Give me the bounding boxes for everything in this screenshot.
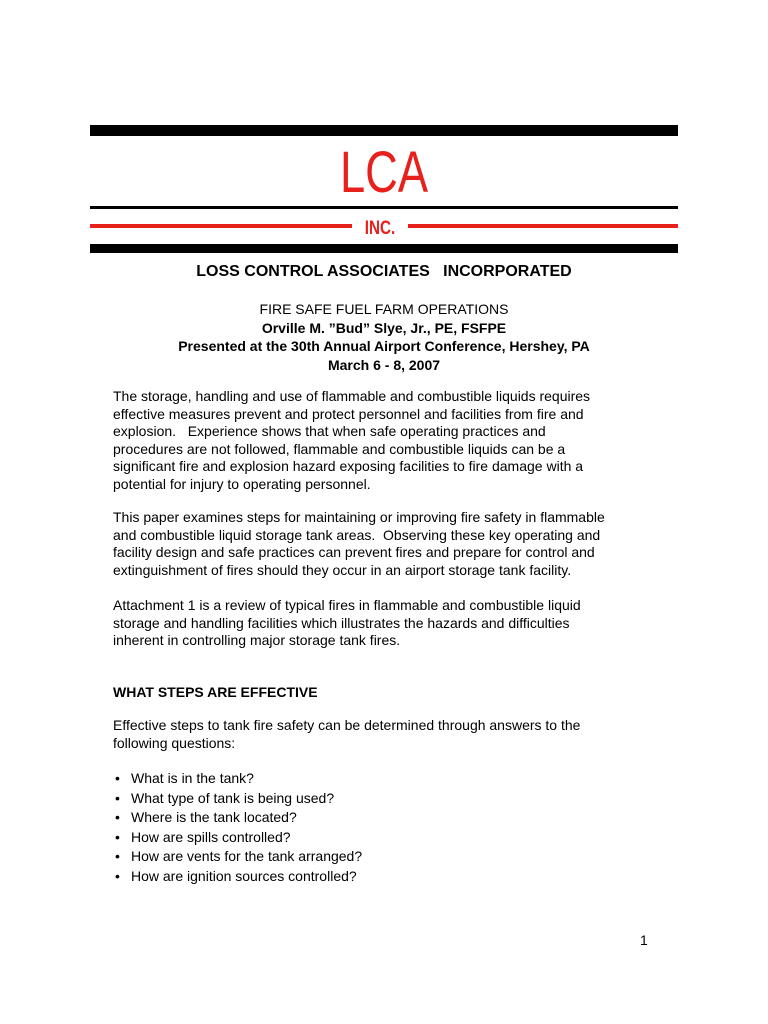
- text-line: effective measures prevent and protect personnel and facilities from fire and: [113, 405, 584, 422]
- bullet-icon: •: [115, 809, 120, 826]
- list-item: [113, 808, 362, 828]
- logo-top-rule: [90, 125, 678, 136]
- list-item-text: How are spills controlled?: [131, 828, 291, 845]
- bullet-icon: •: [115, 789, 120, 806]
- text-line: following questions:: [113, 734, 236, 751]
- bullet-icon: •: [115, 848, 120, 865]
- text-line: and combustible liquid storage tank areas. Observing these key operating and: [113, 526, 601, 543]
- text-line: extinguishment of fires should they occur in an airport storage tank facility.: [113, 561, 572, 578]
- list-item-text: What is in the tank?: [131, 770, 254, 786]
- logo-red-rule-left: [90, 224, 352, 228]
- paper-title: FIRE SAFE FUEL FARM OPERATIONS: [259, 301, 509, 317]
- logo-lca-text: LCA: [339, 140, 428, 205]
- text-line: significant fire and explosion hazard exposing facilities to fire damage with a: [113, 458, 584, 475]
- section-heading: WHAT STEPS ARE EFFECTIVE: [113, 684, 318, 700]
- bullet-icon: •: [115, 828, 120, 845]
- text-line: potential for injury to operating personnel.: [113, 475, 371, 492]
- paper-presented: Presented at the 30th Annual Airport Conference, Hershey, PA: [178, 338, 590, 354]
- text-line: The storage, handling and use of flammable and combustible liquids requires: [113, 388, 591, 404]
- text-line: facility design and safe practices can prevent fires and prepare for control and: [113, 544, 595, 561]
- logo-red-rule-right: [408, 224, 678, 228]
- paragraph-scope: [113, 509, 673, 579]
- paper-header: [0, 300, 768, 374]
- question-list: [113, 769, 362, 887]
- paper-date: March 6 - 8, 2007: [327, 356, 441, 373]
- paper-author: Orville M. ”Bud” Slye, Jr., PE, FSFPE: [261, 319, 507, 336]
- paragraph-intro: [113, 388, 673, 494]
- list-item-text: Where is the tank located?: [131, 809, 297, 826]
- section-intro: [113, 717, 673, 752]
- paragraph-attachment: [113, 597, 673, 650]
- text-line: This paper examines steps for maintaining or improving fire safety in flammable: [113, 509, 605, 525]
- text-line: explosion. Experience shows that when safe operating practices and: [113, 423, 546, 440]
- bullet-icon: •: [115, 770, 120, 786]
- page-number: 1: [640, 932, 648, 948]
- list-item: [113, 847, 362, 867]
- list-item-text: How are ignition sources controlled?: [131, 867, 357, 884]
- logo-bottom-rule: [90, 244, 678, 253]
- logo-thin-rule: [90, 206, 678, 209]
- list-item: [113, 769, 362, 789]
- bullet-icon: •: [115, 867, 120, 884]
- text-line: Effective steps to tank fire safety can be determined through answers to the: [113, 717, 581, 733]
- logo-inc-text: INC.: [364, 218, 396, 239]
- list-item: [113, 867, 362, 887]
- list-item: [113, 789, 362, 809]
- list-item-text: What type of tank is being used?: [131, 789, 335, 806]
- list-item-text: How are vents for the tank arranged?: [131, 848, 363, 865]
- list-item: [113, 828, 362, 848]
- text-line: Attachment 1 is a review of typical fires in flammable and combustible liquid: [113, 597, 581, 613]
- text-line: storage and handling facilities which illustrates the hazards and difficulties: [113, 614, 570, 631]
- text-line: inherent in controlling major storage tank fires.: [113, 632, 401, 649]
- text-line: procedures are not followed, flammable and combustible liquids can be a: [113, 440, 566, 457]
- company-name: LOSS CONTROL ASSOCIATES INCORPORATED: [196, 263, 572, 280]
